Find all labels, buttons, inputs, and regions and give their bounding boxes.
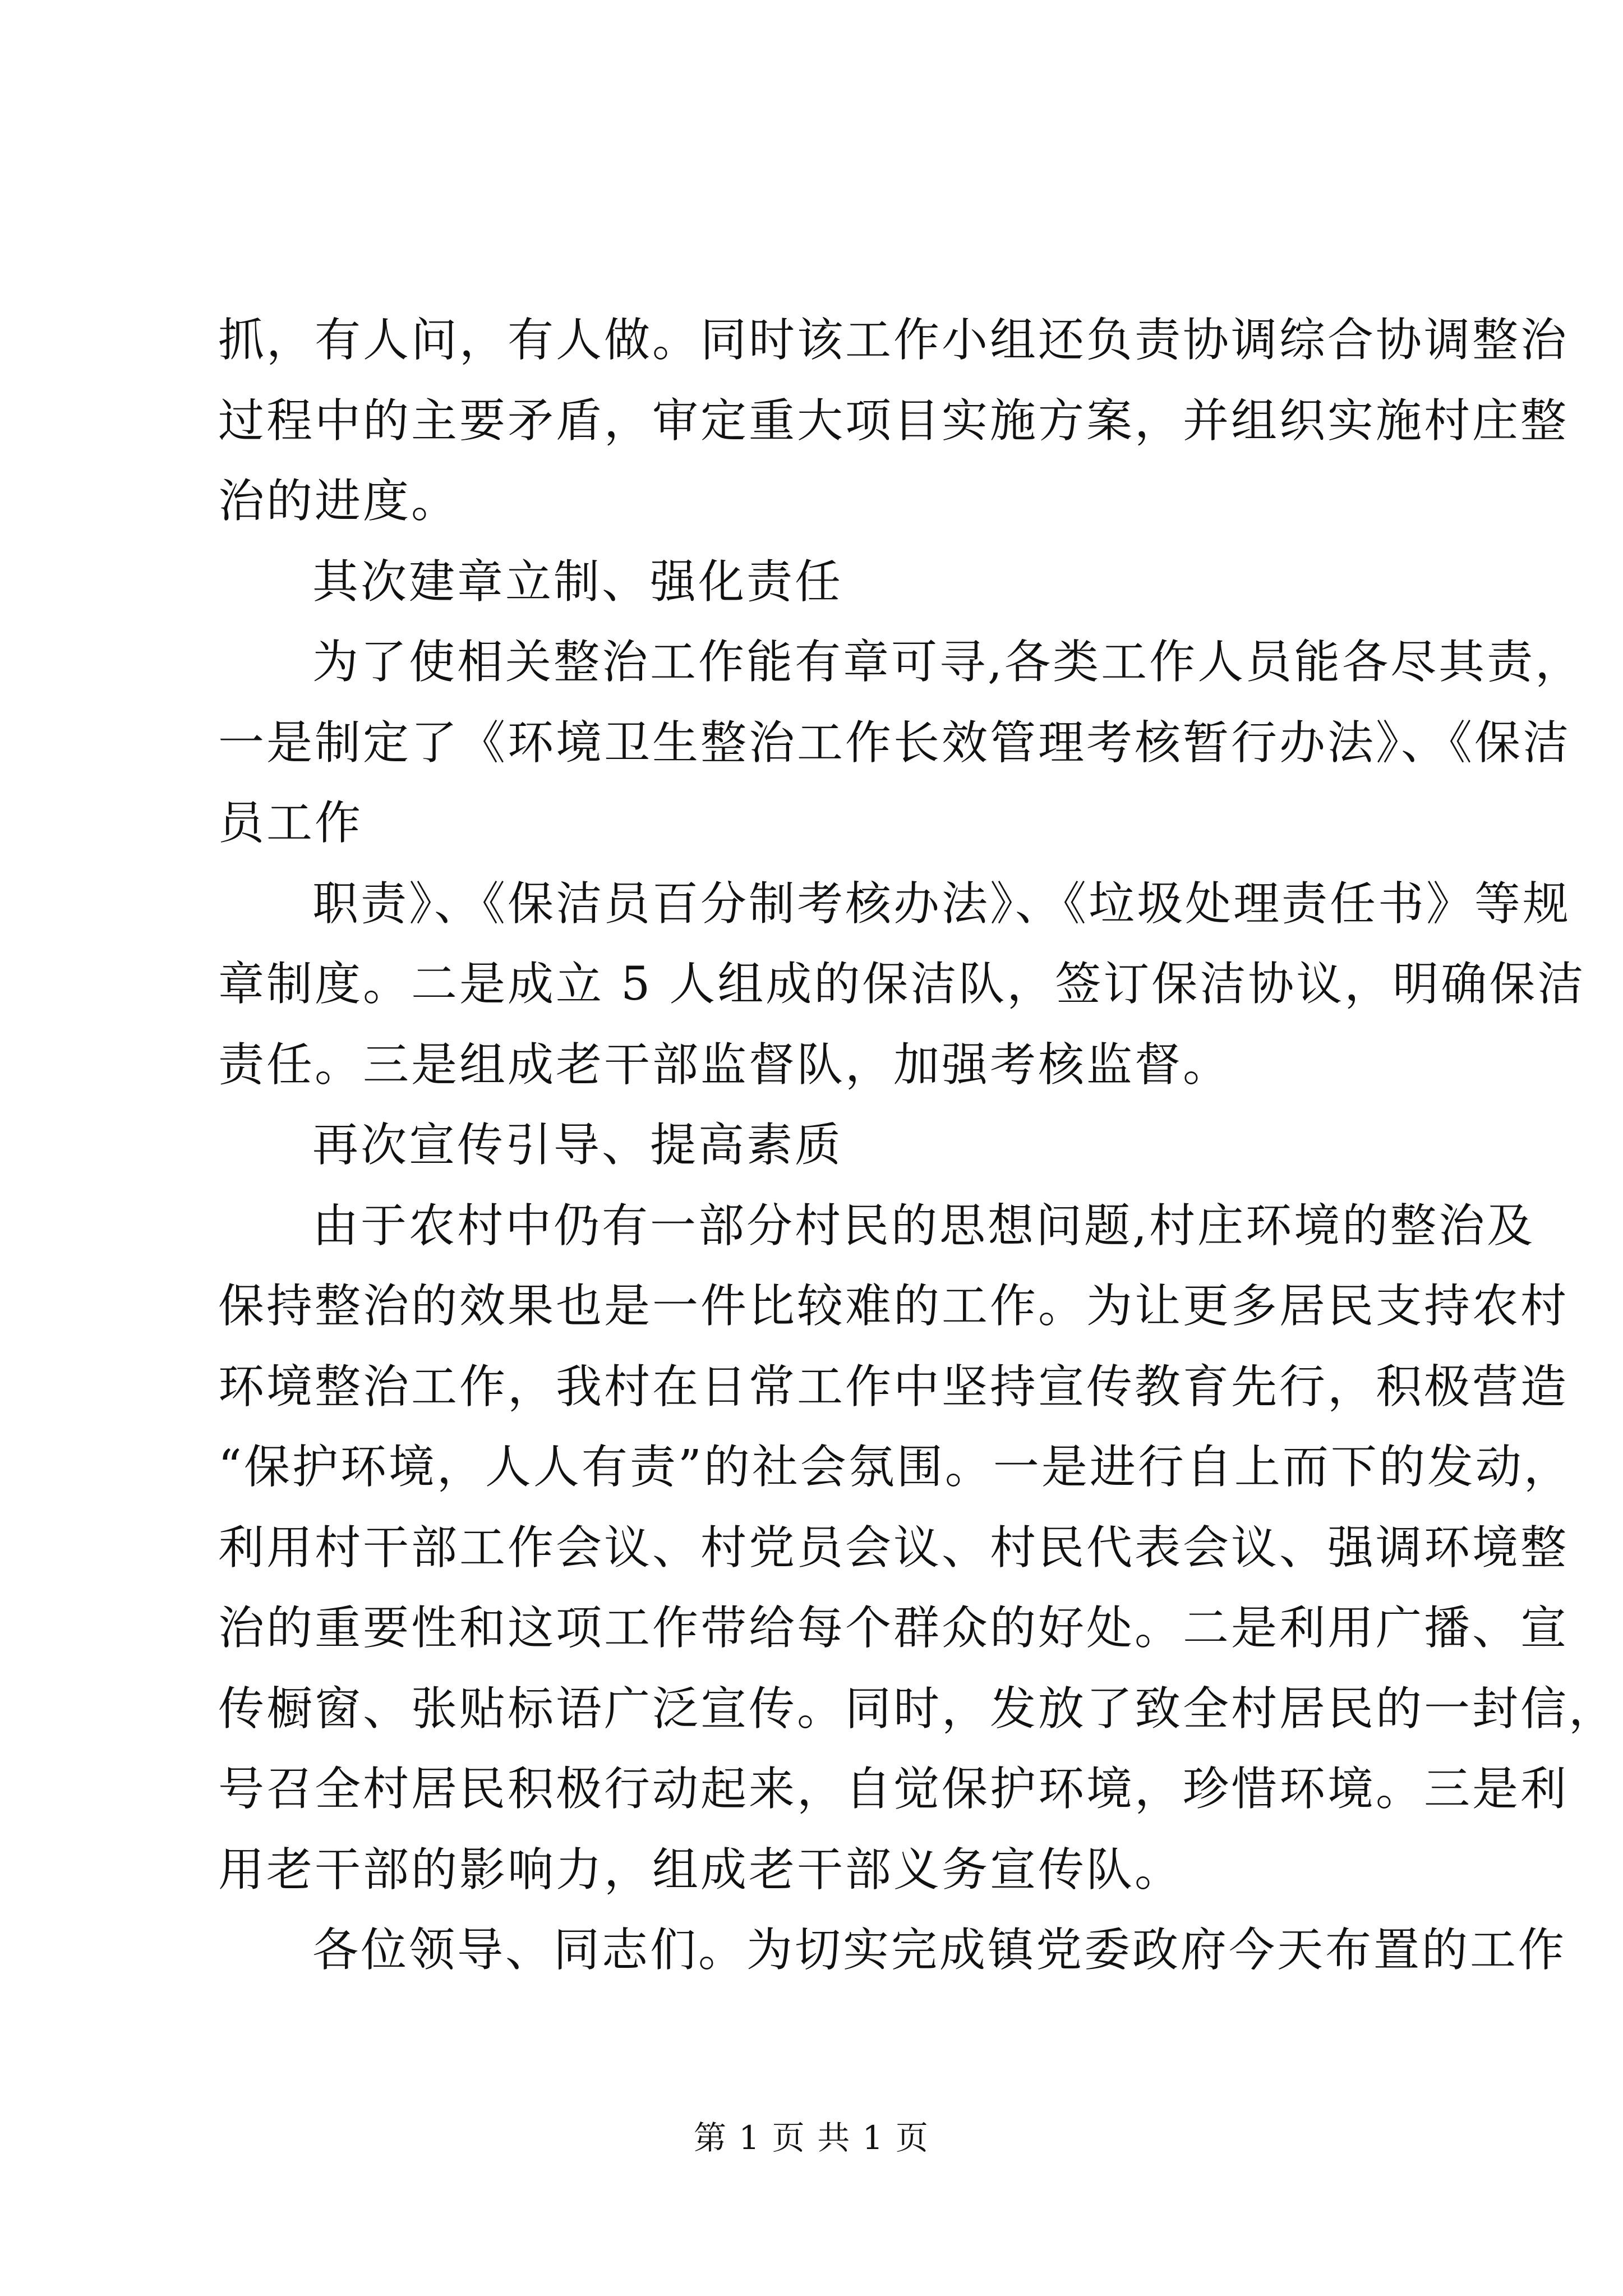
text-line: 其次建章立制、强化责任 bbox=[312, 555, 843, 609]
text-line: 号召全村居民积极行动起来，自觉保护环境，珍惜环境。三是利 bbox=[218, 1763, 1569, 1816]
text-line: 治的进度。 bbox=[218, 475, 460, 528]
text-line: 保持整治的效果也是一件比较难的工作。为让更多居民支持农村 bbox=[218, 1280, 1569, 1333]
text-line: 治的重要性和这项工作带给每个群众的好处。二是利用广播、宣 bbox=[218, 1602, 1569, 1655]
text-line: 为了使相关整治工作能有章可寻,各类工作人员能各尽其责， bbox=[312, 636, 1584, 689]
text-line: 由于农村中仍有一部分村民的思想问题,村庄环境的整治及 bbox=[312, 1199, 1536, 1253]
text-line: “保护环境，人人有责”的社会氛围。一是进行自上而下的发动， bbox=[218, 1441, 1572, 1494]
text-line: 环境整治工作，我村在日常工作中坚持宣传教育先行，积极营造 bbox=[218, 1360, 1569, 1414]
text-line: 传橱窗、张贴标语广泛宣传。同时，发放了致全村居民的一封信， bbox=[218, 1682, 1617, 1736]
section-heading bbox=[218, 1105, 1446, 1186]
paragraph bbox=[218, 1186, 1617, 1911]
section-heading bbox=[218, 542, 1446, 623]
paragraph bbox=[218, 1910, 1567, 1991]
paragraph bbox=[218, 864, 1586, 1106]
document-body bbox=[218, 300, 1617, 1991]
text-line: 用老干部的影响力，组成老干部义务宣传队。 bbox=[218, 1843, 1183, 1897]
page-footer: 第 1 页 共 1 页 bbox=[694, 2119, 929, 2157]
text-line: 利用村干部工作会议、村党员会议、村民代表会议、强调环境整 bbox=[218, 1521, 1569, 1575]
text-line: 抓，有人问，有人做。同时该工作小组还负责协调综合协调整治 bbox=[218, 314, 1569, 367]
text-line: 员工作 bbox=[218, 797, 363, 850]
text-line: 再次宣传引导、提高素质 bbox=[312, 1119, 843, 1172]
text-line: 过程中的主要矛盾，审定重大项目实施方案，并组织实施村庄整 bbox=[218, 394, 1569, 448]
paragraph bbox=[218, 622, 1584, 864]
text-line: 一是制定了《环境卫生整治工作长效管理考核暂行办法》、《保洁 bbox=[218, 716, 1571, 770]
text-line: 各位领导、同志们。为切实完成镇党委政府今天布置的工作 bbox=[312, 1924, 1567, 1977]
text-line: 职责》、《保洁员百分制考核办法》、《垃圾处理责任书》等规 bbox=[312, 877, 1571, 931]
text-line: 章制度。二是成立 5 人组成的保洁队，签订保洁协议，明确保洁 bbox=[218, 958, 1586, 1011]
text-line: 责任。三是组成老干部监督队，加强考核监督。 bbox=[218, 1038, 1232, 1092]
paragraph bbox=[218, 300, 1569, 542]
